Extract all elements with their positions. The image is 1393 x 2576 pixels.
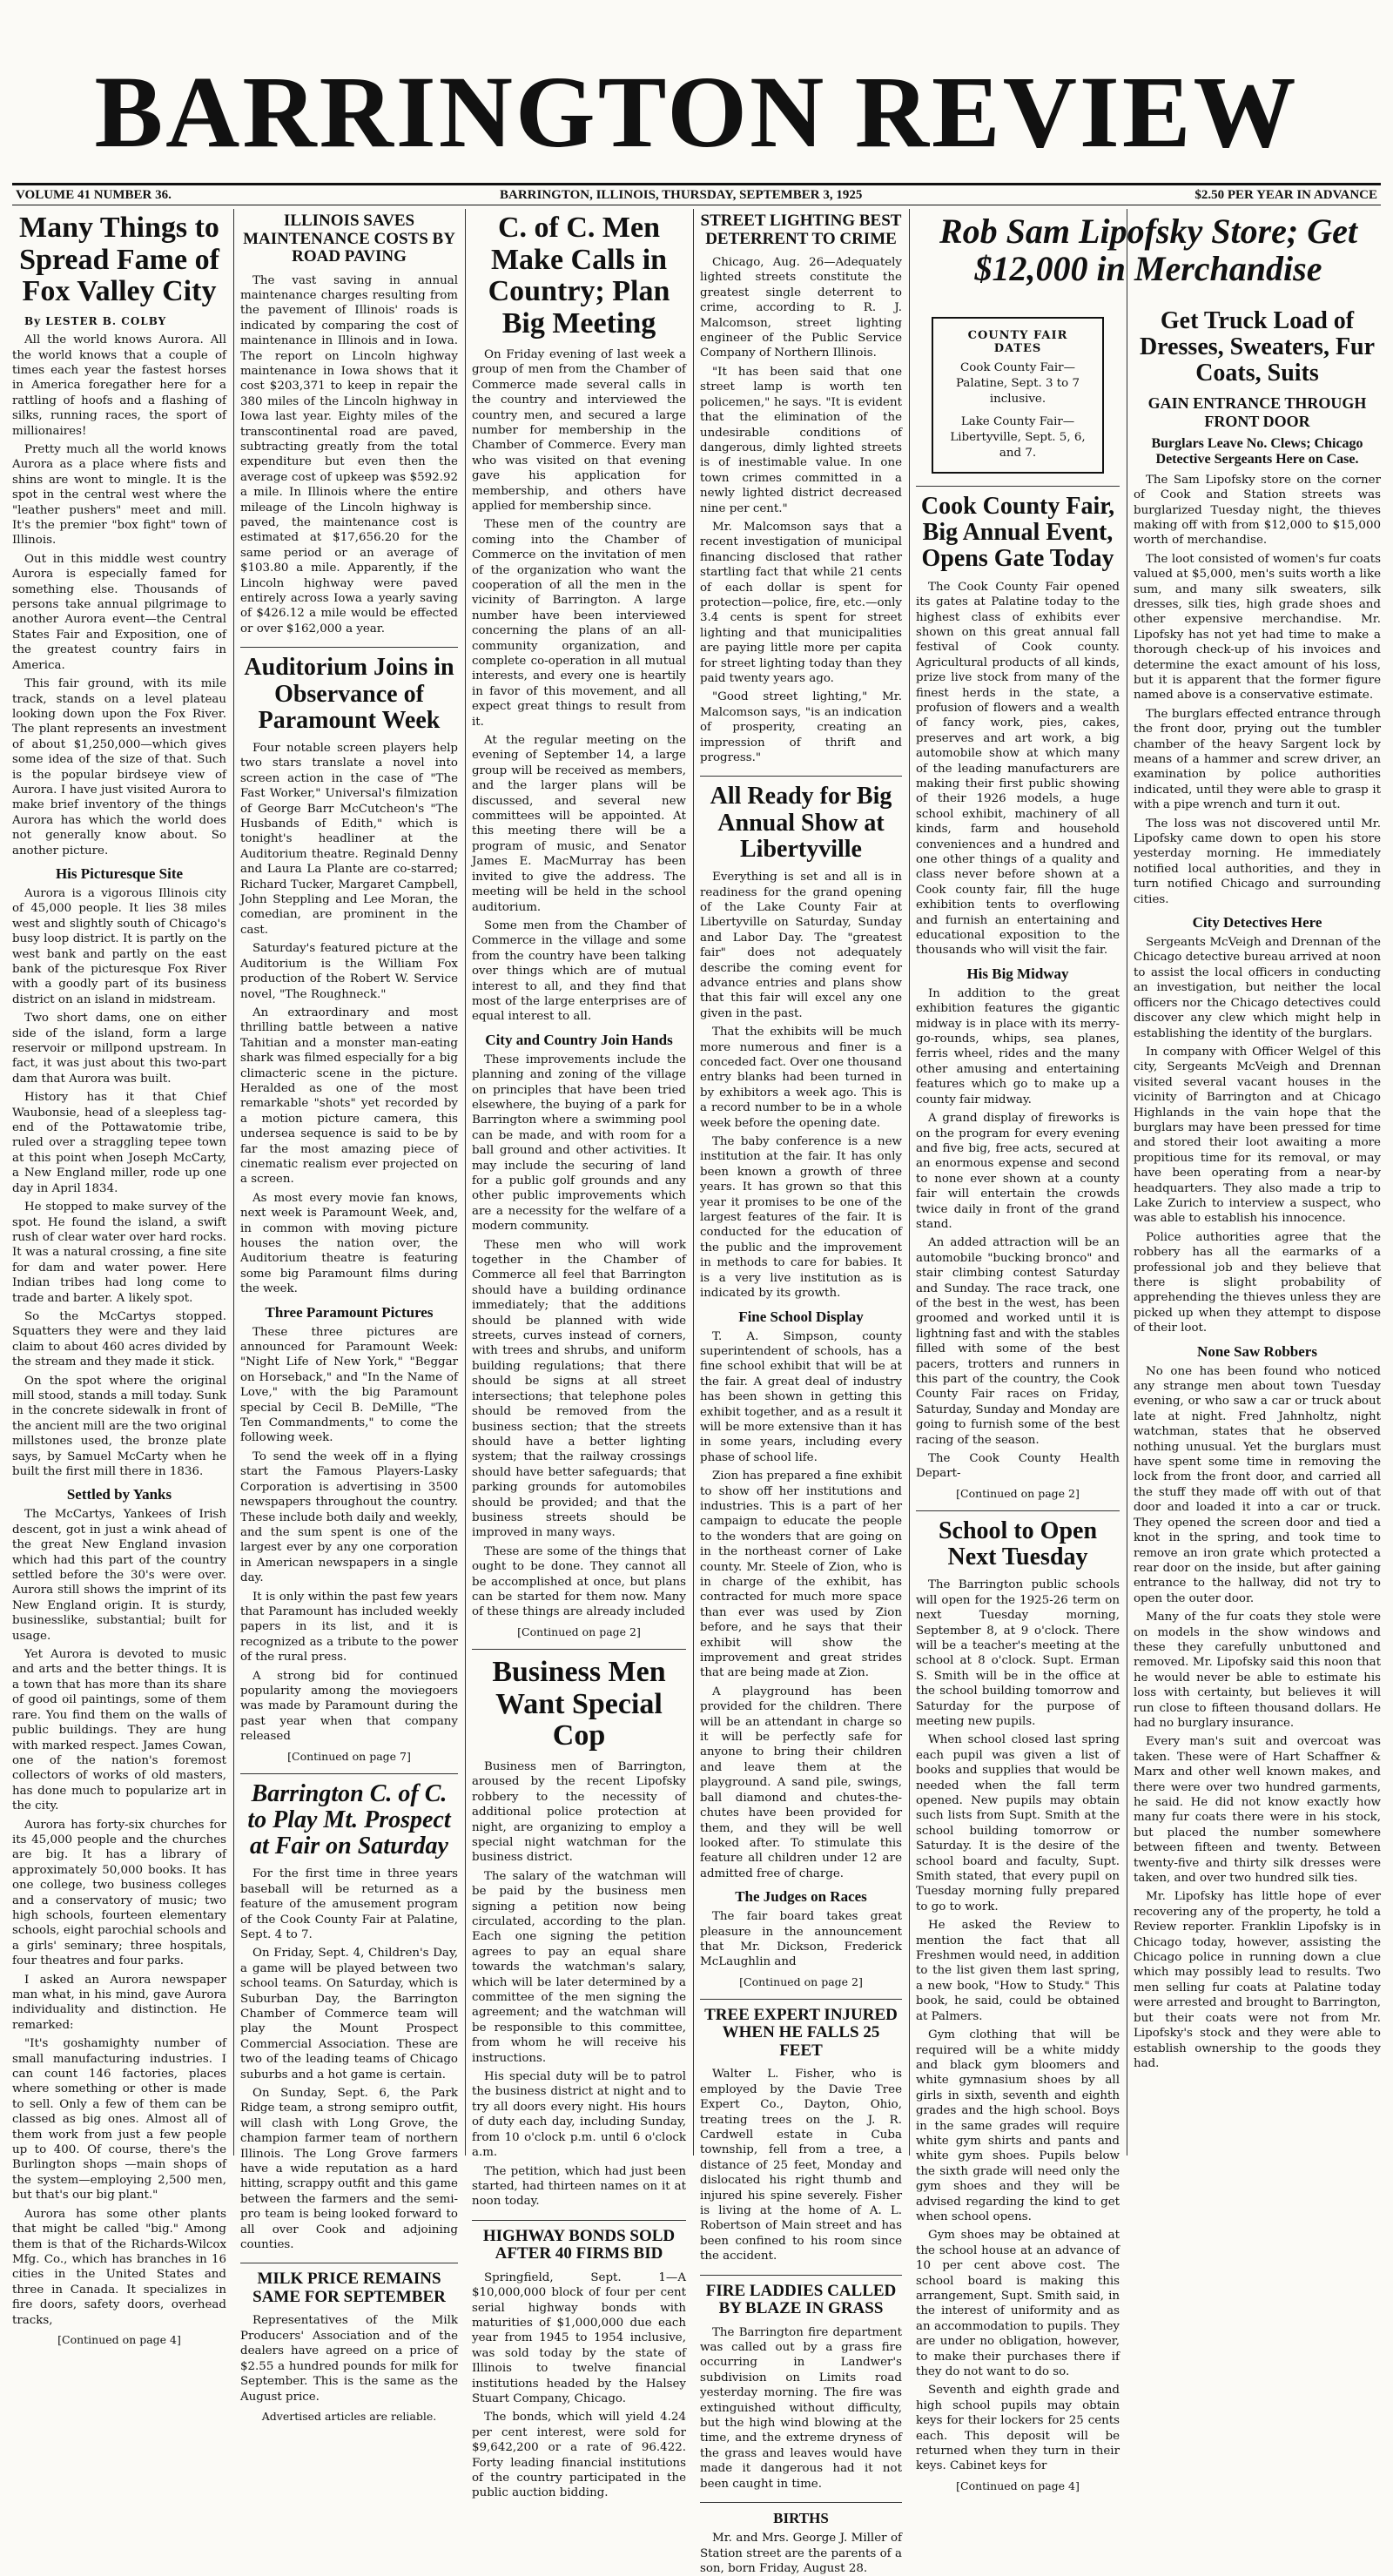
paragraph: His special duty will be to patrol the business district at night and to try all doors every night. His hours of duty each day, including Sunday, from 10 o'clock p.m. until 6 o'clock a.m.: [472, 2070, 686, 2160]
filler-note: Advertised articles are reliable.: [261, 2409, 437, 2423]
paragraph: The Barrington public schools will open for the 1925-26 term on next Tuesday morning, September 8, at 9 o'clock. There will be a teacher's meeting at the school at 8 o'clock. Supt. Erman S. Smith will be in the office at the school building tomorrow and Saturday for the purpose of meeting new pupils.: [916, 1578, 1120, 1728]
headline: Rob Sam Lipofsky Store; Get $12,000 in Merchandise: [939, 212, 1357, 289]
paragraph: All the world knows Aurora. All the world knows that a couple of times each year the fastest horses in America foregather here for a rattling of hoofs and a flashing of silks, running races, the sport of millionaires!: [12, 333, 226, 438]
paragraph: A playground has been provided for the children. There will be an attendant in charge so it will be perfectly safe for anyone to bring their children and leave them at the playground. A sand pile, swings, ball diamond and chutes-the-chutes have been provided for them, and they will be well looked after. To stimulate this feature all children under 12 are admitted free of charge.: [700, 1685, 902, 1880]
column-6: [1134, 305, 1381, 2159]
column-4: [700, 209, 903, 2575]
paragraph: An extraordinary and most thrilling battle between a native Tahitian and a monster man-eating shark was filmed especially for a big climacteric scene in the picture. Heralded as one of the most remarkable "shots" yet recorded by a motion picture camera, this undersea sequence is said to be by far the most amazing piece of cinematic realism ever projected on a screen.: [240, 1006, 458, 1187]
headline: Get Truck Load of Dresses, Sweaters, Fur Coats, Suits: [1139, 307, 1376, 387]
paragraph: As most every movie fan knows, next week is Paramount Week, and, in common with moving picture houses the nation over, the Auditorium theatre is featuring some big Paramount films during the week.: [240, 1191, 458, 1296]
headline: STREET LIGHTING BEST DETERRENT TO CRIME: [700, 212, 902, 248]
article-cook-county-fair: [916, 494, 1120, 1500]
article-paramount-week: [240, 655, 458, 1762]
headline: MILK PRICE REMAINS SAME FOR SEPTEMBER: [252, 2270, 446, 2306]
continued-notice: [Continued on page 2]: [956, 1486, 1080, 1500]
column-2: [240, 209, 458, 2423]
headline: Auditorium Joins in Observance of Paramount Week: [244, 654, 454, 734]
article-libertyville-show: [700, 784, 902, 1987]
fair-dates-box: [932, 317, 1104, 474]
paragraph: The burglars effected entrance through the front door, prying out the tumbler chamber of the heavy Sargent lock by means of a hammer and screw driver, an examination by police authorities indicated, until they were able to grasp it with a pipe wrench and turn it out.: [1134, 707, 1381, 812]
column-1: [12, 209, 226, 2346]
fair-dates-line: Cook County Fair—Palatine, Sept. 3 to 7 inclusive.: [956, 361, 1080, 406]
banner-lipofsky: [916, 209, 1381, 305]
article-road-paving: [240, 212, 458, 636]
continued-notice: [Continued on page 4]: [956, 2478, 1080, 2492]
column-rule: [693, 209, 694, 2156]
paragraph: Mr. and Mrs. George J. Miller of Station street are the parents of a son, born Friday, August 28.: [700, 2532, 902, 2575]
paragraph: Aurora has forty-six churches for its 45,000 people and the churches are big. It has a library of approximately 50,000 books. It has one college, two business colleges and a conservatory of music; two high schools, fourteen elementary schools, eight parochial schools and a girls' seminary; three hospitals, four theatres and four parks.: [12, 1818, 226, 1968]
divider: [916, 486, 1120, 487]
paragraph: Walter L. Fisher, who is employed by the Davie Tree Expert Co., Dayton, Ohio, treating trees on the J. R. Cardwell estate in Cuba township, fell from a tree, a distance of 25 feet, Monday and dislocated his right thumb and injured his spine severely. Fisher is living at the home of A. L. Robertson of Main street and has been confined to his room since the accident.: [700, 2068, 902, 2263]
article-aurora: [12, 212, 226, 2346]
subhead: City and Country Join Hands: [485, 1031, 673, 1048]
article-lipofsky-robbery: [1134, 308, 1381, 2071]
divider: [700, 1999, 902, 2000]
paragraph: Police authorities agree that the robbery has all the earmarks of a professional job and they believe that there is slight probability of apprehending the thieves unless they are picked up when they attempt to dispose of their loot.: [1134, 1230, 1381, 1335]
paragraph: History has it that Chief Waubonsie, head of a sleepless tag-end of the Pottawatomie tribe, ruled over a straggling tepee town at this point when Joseph McCarty, a New England miller, rode up one day in April 1834.: [12, 1091, 226, 1195]
paragraph: Representatives of the Milk Producers' Association and of the dealers have agreed on a price of $2.55 a hundred pounds for milk for September. This is the same as the August price.: [240, 2314, 458, 2404]
paragraph: He asked the Review to mention the fact that all Freshmen would need, in addition to the list given them last spring, a new book, "How to Study." This book, he said, could be obtained at Palmers.: [916, 1919, 1120, 2023]
article-chamber-commerce: [472, 212, 686, 1638]
paragraph: Mr. Malcomson says that a recent investigation of municipal financing disclosed that rather startling fact that while 21 cents of each dollar is spent for protection—police, fire, etc.—only 3.4 cents is spent for street lighting and that municipalities are paying little more per capita for street lighting today than they paid twenty years ago.: [700, 520, 902, 685]
continued-notice: [Continued on page 7]: [287, 1749, 411, 1763]
paragraph: Gym clothing that will be required will be a white middy and black gym bloomers and white gymnasium shoes by all girls in sixth, seventh and eighth grades and the high school. Boys in the same grades will require white gym shirts and pants and white gym shoes. Pupils below the sixth grade will need only the gym shoes and they will be advised regarding the kind to get when school opens.: [916, 2028, 1120, 2223]
paragraph: At the regular meeting on the evening of September 14, a large group will be received as members, and the larger plans will be discussed, and several new committees will be appointed. At this meeting there will be a program of music, and Senator James E. MacMurray has been invited to give the address. The meeting will be held in the school auditorium.: [472, 734, 686, 914]
paragraph: On the spot where the original mill stood, stands a mill today. Sunk in the concrete sidewalk in front of the ancient mill are the two original millstones used, the bronze plate says, by Samuel McCarty when he built the first mill there in 1836.: [12, 1374, 226, 1478]
column-3: [472, 209, 686, 2500]
paragraph: For the first time in three years baseball will be returned as a feature of the amusement program of the Cook County Fair at Palatine, Sept. 4 to 7.: [240, 1867, 458, 1941]
paragraph: In company with Officer Welgel of this city, Sergeants McVeigh and Drennan visited several vacant houses in the vicinity of Barrington and at Chicago Highlands in the vain hope that the burglars may have been pressed for time and stored their loot awaiting a more propitious time for its removal, or may have been operating from a near-by headquarters. They also made a trip to Lake Zurich to interview a suspect, who was able to establish his innocence.: [1134, 1045, 1381, 1226]
subhead: His Picturesque Site: [55, 864, 184, 882]
paragraph: The McCartys, Yankees of Irish descent, got in just a wink ahead of the great New England invasion which had this part of the country settled before the 30's were over. Aurora still shows the imprint of its New England origin. It is sturdy, businesslike, substantial; built for usage.: [12, 1508, 226, 1643]
paragraph: The Barrington fire department was called out by a grass fire occurring in Landwer's subdivision on Limits road yesterday morning. The fire was extinguished without difficulty, but the high wind blowing at the time, and the extreme dryness of the grass and leaves would have made it dangerous had it not been caught in time.: [700, 2325, 902, 2491]
masthead-title: BARRINGTON REVIEW: [94, 55, 1299, 169]
paragraph: Gym shoes may be obtained at the school house at an advance of 10 per cent above cost. The school board is making this arrangement, Supt. Smith said, in the interest of uniformity and as an accommodation to pupils. They are under no obligation, however, to make their purchases there if they do not want to do so.: [916, 2229, 1120, 2379]
paragraph: To send the week off in a flying start the Famous Players-Lasky Corporation is advertising in 3500 newspapers throughout the country. These include both daily and weekly, and the sum spent is one of the largest ever by any one corporation in American newspapers in a single day.: [240, 1449, 458, 1585]
dateline-bar: [12, 183, 1381, 205]
paragraph: These are some of the things that ought to be done. They cannot all be accomplished at once, but plans can be started for them now. Many of these things are already included: [472, 1544, 686, 1619]
paragraph: The loot consisted of women's fur coats valued at $5,000, men's suits worth a like sum, and many silk sweaters, silk dresses, silk ties, high grade shoes and other expensive merchandise. Mr. Lipofsky has not yet had time to make a thorough check-up of his invoices and determine the exact amount of his loss, but it is apparent that the former figure named above is a conservative estimate.: [1134, 552, 1381, 703]
article-special-cop: [472, 1657, 686, 2209]
subhead: The Judges on Races: [735, 1888, 867, 1906]
headline: Barrington C. of C. to Play Mt. Prospect at Fair on Saturday: [247, 1779, 451, 1860]
headline: HIGHWAY BONDS SOLD AFTER 40 FIRMS BID: [482, 2226, 676, 2263]
paragraph: Two short dams, one on either side of the island, form a large reservoir or millpond upstream. In fact, it was just about this two-part dam that Aurora was built.: [12, 1012, 226, 1086]
subheadline: GAIN ENTRANCE THROUGH FRONT DOOR: [1147, 393, 1367, 430]
paragraph: That the exhibits will be much more numerous and finer is a conceded fact. Over one thousand entry blanks had been turned in by exhibitors a week ago. This is a record number to be in a whole week before the opening date.: [700, 1026, 903, 1130]
paragraph: Mr. Lipofsky has little hope of ever recovering any of the property, he told a Review reporter. Franklin Lipofsky is in Chicago today, however, assisting the Chicago police in running down a clue which may possibly lead to results. Two men selling fur coats at Palatine today were arrested and brought to Barrington, but their coats were not from Mr. Lipofsky's stock and they were able to establish ownership to the goods they had.: [1134, 1890, 1381, 2070]
subhead: None Saw Robbers: [1197, 1342, 1317, 1360]
divider: [472, 1649, 686, 1650]
article-highway-bonds: [472, 2228, 686, 2501]
headline: TREE EXPERT INJURED WHEN HE FALLS 25 FEET: [704, 2005, 898, 2060]
subhead: Three Paramount Pictures: [265, 1303, 434, 1321]
paragraph: The loss was not discovered until Mr. Lipofsky came down to open his store yesterday morning. He immediately notified local authorities, and they in turn notified Chicago and surrounding cities.: [1134, 817, 1381, 906]
newspaper-page: [12, 12, 1381, 2575]
paragraph: T. A. Simpson, county superintendent of schools, has a fine school exhibit that will be at the fair. A great deal of industry has been shown in getting this exhibit together, and as a result it will be more extensive than it has in some years, including every phase of school life.: [700, 1329, 902, 1464]
paragraph: The petition, which had just been started, had thirteen names on it at noon today.: [472, 2164, 686, 2209]
paragraph: On Sunday, Sept. 6, the Park Ridge team, a strong semipro outfit, will clash with Long Grove, the champion farmer team of northern Illinois. The Long Grove farmers have a wide reputation as a hard hitting, scrappy outfit and this game between the farmers and the semi-pro team is being looked forward to all over Cook and adjoining counties.: [240, 2086, 458, 2252]
paragraph: Seventh and eighth grade and high school pupils may obtain keys for their lockers for 25 cents each. This deposit will be returned when they turn in their keys. Cabinet keys for: [916, 2384, 1120, 2473]
divider: [700, 2275, 902, 2276]
paragraph: Chicago, Aug. 26—Adequately lighted streets constitute the greatest single deterrent to crime, according to R. J. Malcomson, street lighting engineer of the Public Service Company of Northern Illinois.: [700, 256, 902, 360]
paragraph: Sergeants McVeigh and Drennan of the Chicago detective bureau arrived at noon to assist the local officers in conducting an investigation, but neither the local officers nor the Chicago detectives could discover any clew which might help in establishing the identity of the burglars.: [1134, 936, 1381, 1040]
volume-number: VOLUME 41 NUMBER 36.: [16, 188, 172, 202]
headline: C. of C. Men Make Calls in Country; Plan Big Meeting: [488, 212, 670, 340]
paragraph: No one has been found who noticed any strange men about town Tuesday evening, or who saw a car or truck about late at night. Fred Jahnholtz, night watchman, states that he observed nothing unusual. Yet the burglars must have spent some time in removing the lock from the front door, and carried all the stuff they made off with out of that door and loaded it into a car or truck. They opened the screen door and tied a knot in the spring, and took time to remove an iron grate which protected a rear door on the inside, but after gaining entrance to the hallway, did not try to open the outer door.: [1134, 1364, 1381, 1605]
column-rule: [233, 209, 234, 2156]
paragraph: Aurora has some other plants that might be called "big." Among them is that of the Richards-Wilcox Mfg. Co., which has branches in 16 cities in the United States and three in Canada. It specializes in fire doors, safety doors, overhead tracks,: [12, 2207, 226, 2327]
subhead: Settled by Yanks: [66, 1486, 172, 1503]
divider: [240, 1773, 458, 1774]
divider: [700, 776, 902, 777]
paragraph: Out in this middle west country Aurora is especially famed for something else. Thousands of persons take annual pilgrimage to another Aurora event—the Central States Fair and Exposition, one of the greatest country fairs in America.: [12, 552, 226, 672]
paragraph: Four notable screen players help two stars translate a novel into screen action in the case of "The Fast Worker," Universal's filmization of George Barr McCutcheon's "The Husbands of Edith," which is tonight's headliner at the Auditorium theatre. Reginald Denny and Laura La Plante are co-starred; Richard Tucker, Margaret Campbell, John Steppling and Lee Moran, the comedian, are prominent in the cast.: [240, 742, 458, 937]
article-grass-fire: [700, 2283, 902, 2492]
paragraph: Zion has prepared a fine exhibit to show off her institutions and industries. This is a part of her campaign to educate the people to the wonders that are going on in the northeast corner of Lake county. Mr. Steele of Zion, who is in charge of the exhibit, has contracted for much more space than ever was used by Zion before, and he says that their exhibit will show the improvement and great strides that are being made at Zion.: [700, 1470, 902, 1680]
paragraph: Saturday's featured picture at the Auditorium is the William Fox production of the Robert W. Service novel, "The Roughneck.": [240, 942, 458, 1001]
paragraph: Business men of Barrington, aroused by the recent Lipofsky robbery to the necessity of additional police protection at night, are organizing to employ a special night watchman for the business district.: [472, 1759, 686, 1865]
paragraph: A strong bid for continued popularity among the moviegoers was made by Paramount during the past year when that company released: [240, 1669, 458, 1744]
continued-notice: [Continued on page 4]: [57, 2332, 181, 2346]
headline: FIRE LADDIES CALLED BY BLAZE IN GRASS: [705, 2281, 897, 2318]
fair-dates-line: Lake County Fair—Libertyville, Sept. 5, 6, and 7.: [950, 415, 1086, 460]
subhead: His Big Midway: [966, 965, 1069, 982]
article-tree-expert: [700, 2007, 902, 2264]
paragraph: A grand display of fireworks is on the program for every evening and five big, free acts, secured at an enormous expense and second to none ever shown at a county fair will entertain the crowds twice daily in front of the grand stand.: [916, 1112, 1120, 1231]
headline: Business Men Want Special Cop: [492, 1655, 666, 1752]
paragraph: He stopped to make survey of the spot. He found the island, a swift rush of clear water over hard rocks. It was a natural crossing, a fine site for dam and water power. Here Indian tribes had long come to trade and barter. A likely spot.: [12, 1201, 226, 1305]
paragraph: "It's goshamighty number of small manufacturing industries. I can count 146 factories, places where something or other is made to sell. Only a few of them can be classed as big ones. Almost all of them work from just a few people up to 400. Of course, there's the Burlington shops —main shops of the system—employing 2,500 men, but that's our big plant.": [12, 2037, 226, 2203]
subscription-price: $2.50 PER YEAR IN ADVANCE: [1194, 188, 1377, 202]
paragraph: The Sam Lipofsky store on the corner of Cook and Station streets was burglarized Tuesday night, the thieves making off with from $12,000 to $15,000 worth of merchandise.: [1134, 473, 1381, 548]
paragraph: These men of the country are coming into the Chamber of Commerce on the invitation of men of the organization who want the cooperation of all the men in the vicinity of Barrington. A large number have been interviewed concerning the plans of an all-community organization, and complete co-operation in all mutual interests, and every one is heartily in favor of this movement, and all expect great things to result from it.: [472, 518, 686, 729]
article-baseball: [240, 1781, 458, 2253]
paragraph: Pretty much all the world knows Aurora as a place where fists and shins are wont to mingle. It is the spot in the central west where the "leather pushers" meet and mill. It's the premier "box fight" town of Illinois.: [12, 443, 226, 548]
paragraph: Everything is set and all is in readiness for the grand opening of the Lake County Fair at Libertyville on Saturday, Sunday and Labor Day. The "greatest fair" does not adequately describe the coming event for advance entries and plans show that this fair will excel any one given in the past.: [700, 871, 902, 1020]
paragraph: Yet Aurora is devoted to music and arts and the better things. It is a town that has more than its share of good oil paintings, some of them rare. You find them on the walls of public buildings. They are hung with marked respect. James Cowan, one of the nation's foremost collectors of works of old masters, has done much to popularize art in the city.: [12, 1648, 226, 1813]
paragraph: An added attraction will be an automobile "bucking bronco" and stair climbing contest Saturday and Sunday. The race track, one of the best in the west, has been groomed and worked until it is lightning fast and with the stables filled with some of the best pacers, trotters and runners in this part of the country, the Cook County Fair races on Friday, Saturday, Sunday and Monday are going to furnish some of the best racing of the season.: [916, 1236, 1120, 1447]
byline: By LESTER B. COLBY: [24, 315, 167, 328]
headline: ILLINOIS SAVES MAINTENANCE COSTS BY ROAD PAVING: [243, 212, 455, 266]
paragraph: This fair ground, with its mile track, stands on a level plateau looking down upon the Fox River. The plant represents an investment of about $1,250,000—which gives some idea of the size of that. Such is the popular birdseye view of Aurora. I have just visited Aurora to make brief inventory of the things Aurora has which the world does not generally know about. So another picture.: [12, 677, 226, 858]
subhead: City Detectives Here: [1192, 914, 1322, 932]
paragraph: The bonds, which will yield 4.24 per cent interest, were sold for $9,642,200 or a rate of 96.422. Forty leading financial institutions of the country participated in the public auction bidding.: [472, 2411, 686, 2500]
paragraph: The salary of the watchman will be paid by the business men signing a petition now being circulated, according to the plan. Each one signing the petition agrees to pay an equal share towards the watchman's salary, which will be later determined by a committee of the men signing the agreement; and the watchman will be responsible to this committee, from whom he will receive his instructions.: [472, 1869, 686, 2065]
paragraph: On Friday, Sept. 4, Children's Day, a game will be played between two school teams. On Saturday, which is Suburban Day, the Barrington Chamber of Commerce team will play the Mount Prospect Commercial Association. These are two of the leading teams of Chicago suburbs and a hot game is certain.: [240, 1947, 458, 2082]
headline: Cook County Fair, Big Annual Event, Opens Gate Today: [920, 493, 1115, 573]
subhead: Fine School Display: [738, 1308, 864, 1325]
paragraph: The Cook County Fair opened its gates at Palatine today to the highest class of exhibits ever shown on this great annual fall festival of Cook county. Agricultural products of all kinds, prize live stock from many of the finest herds in the state, a profusion of flowers and a wealth of fancy work, pies, cakes, preserves and art work, a big automobile show at which many of the leading manufacturers are making their first public showing of their 1926 models, a huge school exhibit, machinery of all kinds, farm and household conveniences and a hundred and one other things of a quality and class never before shown at a Cook county fair, fill the huge exhibition tents to overflowing and furnish an entertaining and educational exposition to the thousands who will visit the fair.: [916, 580, 1120, 958]
paragraph: I asked an Aurora newspaper man what, in his mind, gave Aurora individuality and distinction. He remarked:: [12, 1973, 226, 2032]
paragraph: These men who will work together in the Chamber of Commerce all feel that Barrington should have a building ordinance immediately; that the additions should be planned with wide streets, curves instead of corners, with trees and shrubs, and uniform building regulations; that there should be signs at all street intersections; that telephone poles should be removed from the business section; that the streets should have a better lighting system; that the railway crossings should have better safeguards; that parking grounds for automobiles should be provided; and that the business streets should be improved in many ways.: [472, 1238, 686, 1540]
headline: Many Things to Spread Fame of Fox Valley City: [19, 212, 219, 308]
continued-notice: [Continued on page 2]: [739, 1974, 863, 1988]
fair-dates-title: COUNTY FAIR DATES: [967, 329, 1068, 355]
paragraph: On Friday evening of last week a group of men from the Chamber of Commerce made several calls in the country and interviewed the country men, and secured a large number for membership in the Chamber of Commerce. Every man who was visited on that evening gave his application for membership, and others have applied for membership since.: [472, 347, 686, 513]
paragraph: Every man's suit and overcoat was taken. These were of Hart Schaffner & Marx and other well known makes, and there were over two hundred garments, he said. He did not know exactly how many fur coats there were in his stock, but placed the number somewhere between fifteen and twenty. Between twenty-five and thirty silk dresses were taken, and over two hundred silk ties.: [1134, 1735, 1381, 1886]
paragraph: Springfield, Sept. 1—A $10,000,000 block of four per cent serial highway bonds with maturities of $1,000,000 due each year from 1945 to 1954 inclusive, was sold today by the state of Illinois to twelve financial institutions headed by the Halsey Stuart Company, Chicago.: [472, 2270, 686, 2405]
column-5: [916, 305, 1120, 2492]
paragraph: The baby conference is a new institution at the fair. It has only been known a growth of three years. It has grown so that this year it promises to be one of the largest features of the fair. It is conducted for the education of the public and the improvement in methods to care for babies. It is a very live institution as is indicated by its growth.: [700, 1135, 902, 1301]
paragraph: These three pictures are announced for Paramount Week: "Night Life of New York," "Beggar on Horseback," and "In the Name of Love," with the big Paramount special by Cecil B. DeMille, "The Ten Commandments," to come the following week.: [240, 1325, 458, 1445]
headline: BIRTHS: [773, 2510, 829, 2527]
article-milk-price: [240, 2270, 458, 2422]
paragraph: Aurora is a vigorous Illinois city of 45,000 people. It lies 38 miles west and slightly south of Chicago's busy loop district. It is partly on the west bank and partly on the east bank of the picturesque Fox River with a goodly part of its business district on an island in midstream.: [12, 886, 226, 1006]
place-date: BARRINGTON, ILLINOIS, THURSDAY, SEPTEMBER 3, 1925: [500, 188, 863, 202]
paragraph: It is only within the past few years that Paramount has included weekly papers in its list, and it is recognized as a tribute to the power of the rural press.: [240, 1590, 458, 1665]
article-school-opening: [916, 1518, 1120, 2492]
paragraph: Many of the fur coats they stole were on models in the show windows and these they carefully unbuttoned and removed. Mr. Lipofsky said this noon that he would never be able to estimate his loss with certainty, but believes it will run close to fifteen thousand dollars. He had no burglary insurance.: [1134, 1611, 1381, 1730]
subheadline: Burglars Leave No. Clews; Chicago Detective Sergeants Here on Case.: [1151, 435, 1363, 467]
continued-notice: [Continued on page 2]: [517, 1624, 641, 1638]
paragraph: "It has been said that one street lamp is worth ten policemen," he says. "It is evident that the elimination of the undesirable conditions of dangerous, dimly lighted streets is of inestimable value. In one town crimes committed in a newly lighted district decreased nine per cent.": [700, 365, 902, 515]
article-street-lighting: [700, 212, 902, 765]
column-rule: [909, 209, 910, 2156]
headline: All Ready for Big Annual Show at Libertyville: [710, 783, 892, 863]
column-rule: [465, 209, 466, 2156]
paragraph: In addition to the great exhibition features the gigantic midway is in place with its merry-go-rounds, whips, sea planes, ferris wheel, rides and the many other amusing and entertaining features which go to make up a county fair midway.: [916, 986, 1120, 1106]
divider: [240, 647, 458, 648]
paragraph: These improvements include the planning and zoning of the village on principles that have been tried elsewhere, the buying of a park for Barrington where a swimming pool can be made, and with room for a ball ground and other activities. It may include the securing of land for a public golf grounds and any other public improvements which are a necessity for the welfare of a modern community.: [472, 1053, 686, 1234]
divider: [472, 2220, 686, 2221]
paragraph: The fair board takes great pleasure in the announcement that Mr. Dickson, Frederick McLaughlin and: [700, 1910, 902, 1969]
paragraph: The vast saving in annual maintenance charges resulting from the pavement of Illinois' roads is indicated by comparing the cost of maintenance in Illinois and in Iowa. The report on Lincoln highway maintenance in Iowa shows that it cost $203,371 to keep in repair the 380 miles of the Lincoln highway in Iowa last year. Eighty miles of the transcontinental road are paved, subtracting greatly from the total expenditure but even then the average cost of upkeep was $592.92 a mile. In Illinois where the entire mileage of the Lincoln highway is paved, the maintenance cost is estimated at $17,656.20 for the same period or an average of $103.80 a mile. Apparently, if the Lincoln highway were paved entirely across Iowa a yearly saving of $426.12 a mile would be effected or over $162,000 a year.: [240, 273, 458, 636]
headline: School to Open Next Tuesday: [938, 1517, 1098, 1571]
paragraph: So the McCartys stopped. Squatters they were and they laid claim to about 460 acres divided by the stream and they made it stick.: [12, 1309, 226, 1369]
paragraph: Some men from the Chamber of Commerce in the village and some from the country have been talking over things which are of mutual interest to all, and they find that most of the large enterprises are of equal interest to all.: [472, 918, 686, 1024]
paragraph: "Good street lighting," Mr. Malcomson says, "is an indication of prosperity, creating an impression of thrift and progress.": [700, 690, 902, 765]
divider: [700, 2502, 902, 2503]
divider: [916, 1510, 1120, 1511]
article-births: [700, 2510, 902, 2576]
paragraph: When school closed last spring each pupil was given a list of books and supplies that would be needed when the fall term opened. New pupils may obtain such lists from Supt. Smith at the school building tomorrow or Saturday. It is the desire of the school board and faculty, Supt. Smith stated, that every pupil on Tuesday morning fully prepared to go to work.: [916, 1733, 1120, 1914]
paragraph: The Cook County Health Depart-: [916, 1452, 1120, 1481]
